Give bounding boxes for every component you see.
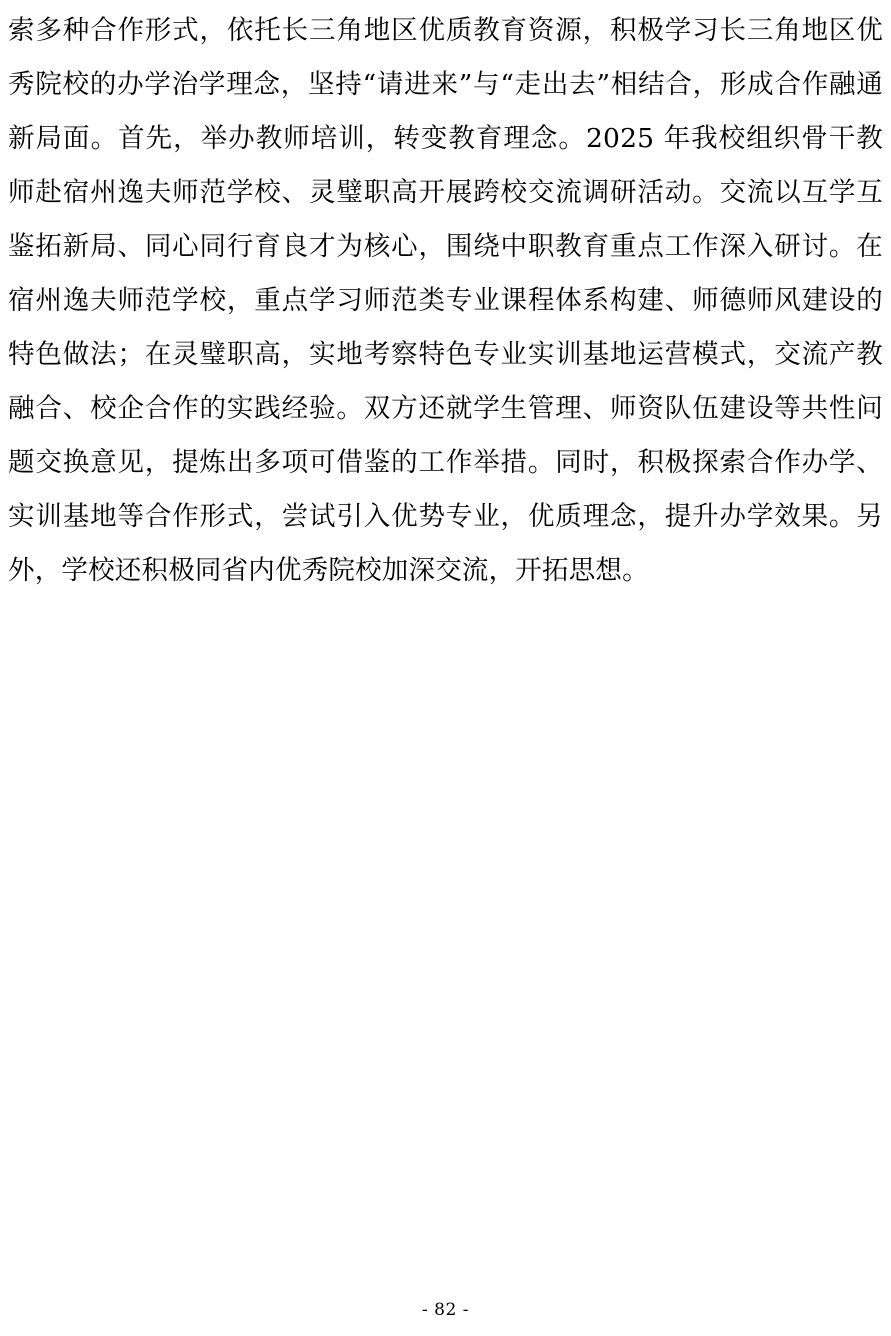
body-paragraph: 索多种合作形式，依托长三角地区优质教育资源，积极学习长三角地区优秀院校的办学治学理念，坚持“请进来”与“走出去”相结合，形成合作融通新局面。首先，举办教师培训，转变教育理念。2025 年我校组织骨干教师赴宿州逸夫师范学校、灵璧职高开展跨校交流调研活动。交流以互学互鉴拓新局、同心同行育良才为核心，围绕中职教育重点工作深入研讨。在宿州逸夫师范学校，重点学习师范类专业课程体系构建、师德师风建设的特色做法；在灵璧职高，实地考察特色专业实训基地运营模式，交流产教融合、校企合作的实践经验。双方还就学生管理、师资队伍建设等共性问题交换意见，提炼出多项可借鉴的工作举措。同时，积极探索合作办学、实训基地等合作形式，尝试引入优势专业，优质理念，提升办学效果。另外，学校还积极同省内优秀院校加深交流，开拓思想。 — [8, 15, 883, 586]
page-number: - 82 - — [422, 1300, 469, 1320]
